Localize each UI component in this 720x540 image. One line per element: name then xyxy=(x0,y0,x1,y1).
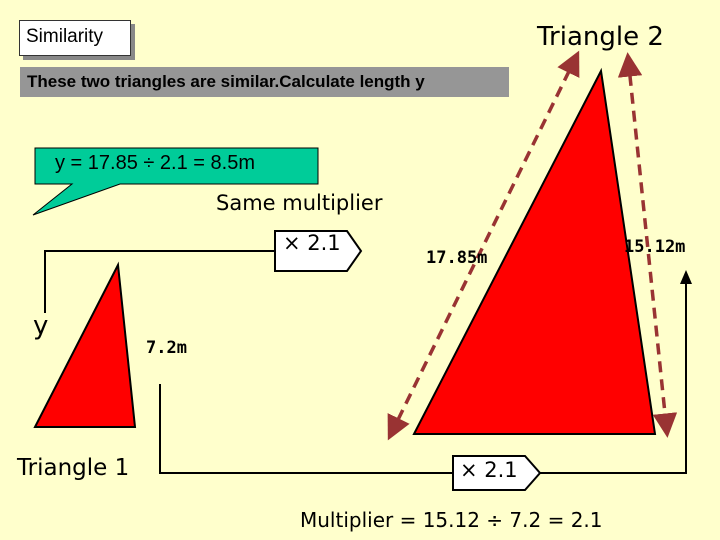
height-15-12-label: 15.12m xyxy=(624,237,686,257)
callout-text: y = 17.85 ÷ 2.1 = 8.5m xyxy=(55,152,255,174)
triangle-2-label: Triangle 2 xyxy=(537,22,664,52)
arrow-up-head xyxy=(680,270,692,284)
multiplier-top-label: × 2.1 xyxy=(283,231,341,255)
similarity-title-box xyxy=(19,20,131,56)
question-text: These two triangles are similar.Calculate length y xyxy=(27,72,425,91)
multiplier-equation: Multiplier = 15.12 ÷ 7.2 = 2.1 xyxy=(300,508,603,532)
same-multiplier-label: Same multiplier xyxy=(216,191,383,215)
multiplier-bottom-label: × 2.1 xyxy=(460,458,518,482)
triangle-1 xyxy=(35,265,135,427)
similarity-label: Similarity xyxy=(26,26,104,47)
connector-top xyxy=(45,251,275,313)
side-7-2-label: 7.2m xyxy=(146,338,187,358)
question-box xyxy=(20,67,509,97)
triangle-1-label: Triangle 1 xyxy=(17,455,130,481)
unknown-y-label: y xyxy=(33,311,49,341)
side-17-85-label: 17.85m xyxy=(426,248,488,268)
